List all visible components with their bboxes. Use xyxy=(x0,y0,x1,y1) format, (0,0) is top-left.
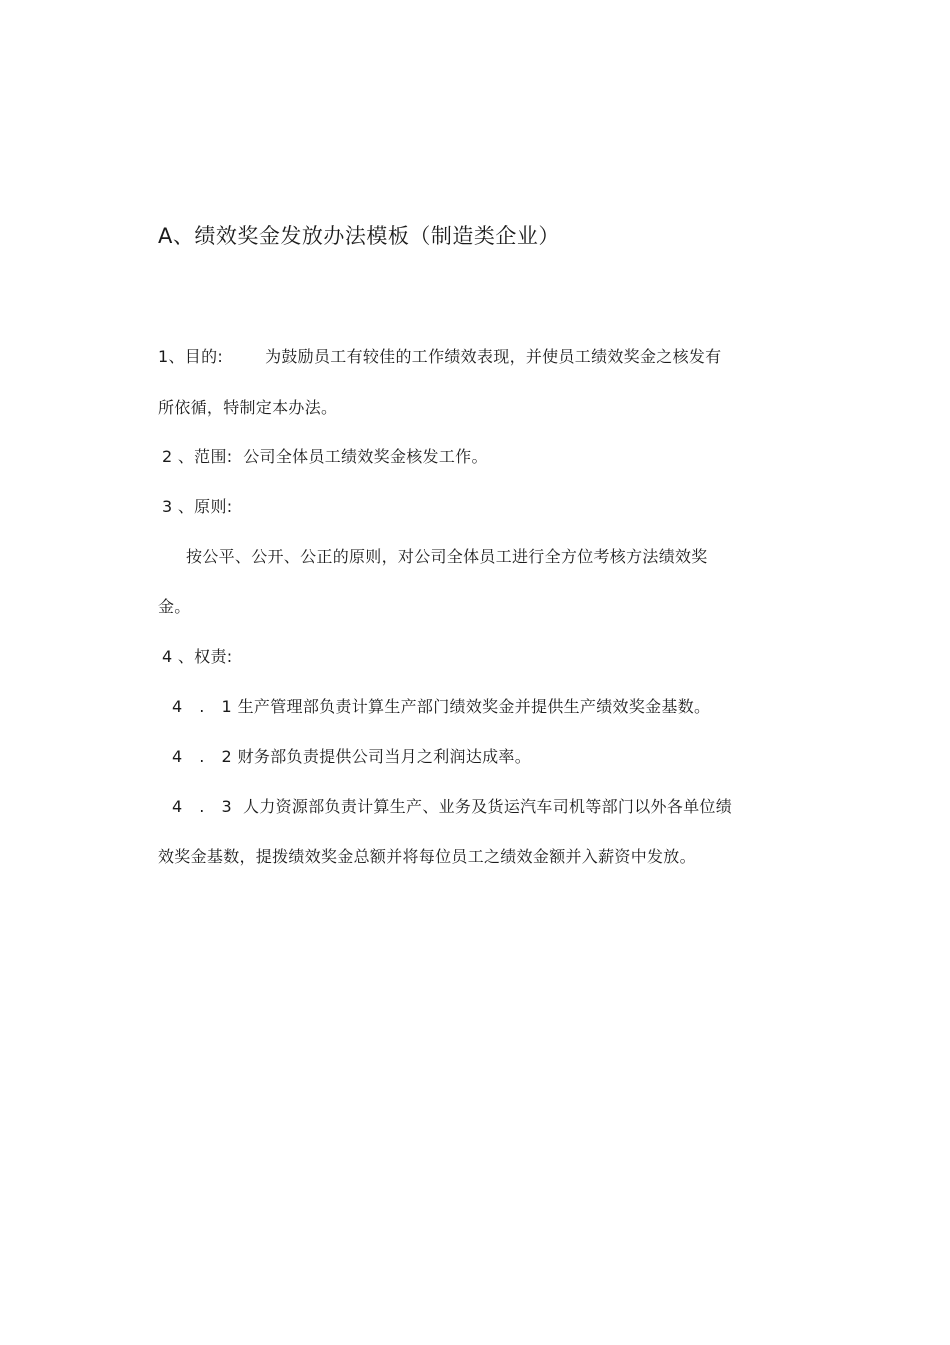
principle-text-1: 按公平、公开、公正的原则，对公司全体员工进行全方位考核方法绩效奖 xyxy=(186,547,708,566)
purpose-text-1: 为鼓励员工有较佳的工作绩效表现，并使员工绩效奖金之核发有 xyxy=(265,347,722,366)
duty-item-1-text: 生产管理部负责计算生产部门绩效奖金并提供生产绩效奖金基数。 xyxy=(237,697,711,716)
duty-item-2-text: 财务部负责提供公司当月之利润达成率。 xyxy=(237,747,532,766)
page-title: A、绩效奖金发放办法模板（制造类企业） xyxy=(158,224,560,248)
duty-item-3 xyxy=(172,794,732,817)
duty-item-3-text: 人力资源部负责计算生产、业务及货运汽车司机等部门以外各单位绩 xyxy=(243,797,733,816)
principle-text-2: 金。 xyxy=(158,597,191,616)
duty-item-3-number: 4 . 3 xyxy=(172,797,238,816)
purpose-label: 1、目的: xyxy=(158,347,224,366)
purpose-line-2: 所依循，特制定本办法。 xyxy=(158,398,338,417)
duty-item-2-number: 4 . 2 xyxy=(172,747,238,766)
duties-label: 4 、权责: xyxy=(162,647,233,666)
duty-item-1-number: 4 . 1 xyxy=(172,697,238,716)
duty-item-2 xyxy=(172,744,531,767)
duty-item-3-text-2: 效奖金基数，提拨绩效奖金总额并将每位员工之绩效金额并入薪资中发放。 xyxy=(158,847,696,866)
scope-line xyxy=(162,444,488,467)
scope-text: 公司全体员工绩效奖金核发工作。 xyxy=(243,447,488,466)
purpose-line-1 xyxy=(158,344,721,367)
scope-label: 2 、范围: xyxy=(162,447,233,466)
duty-item-1 xyxy=(172,694,710,717)
principle-label: 3 、原则: xyxy=(162,497,233,516)
